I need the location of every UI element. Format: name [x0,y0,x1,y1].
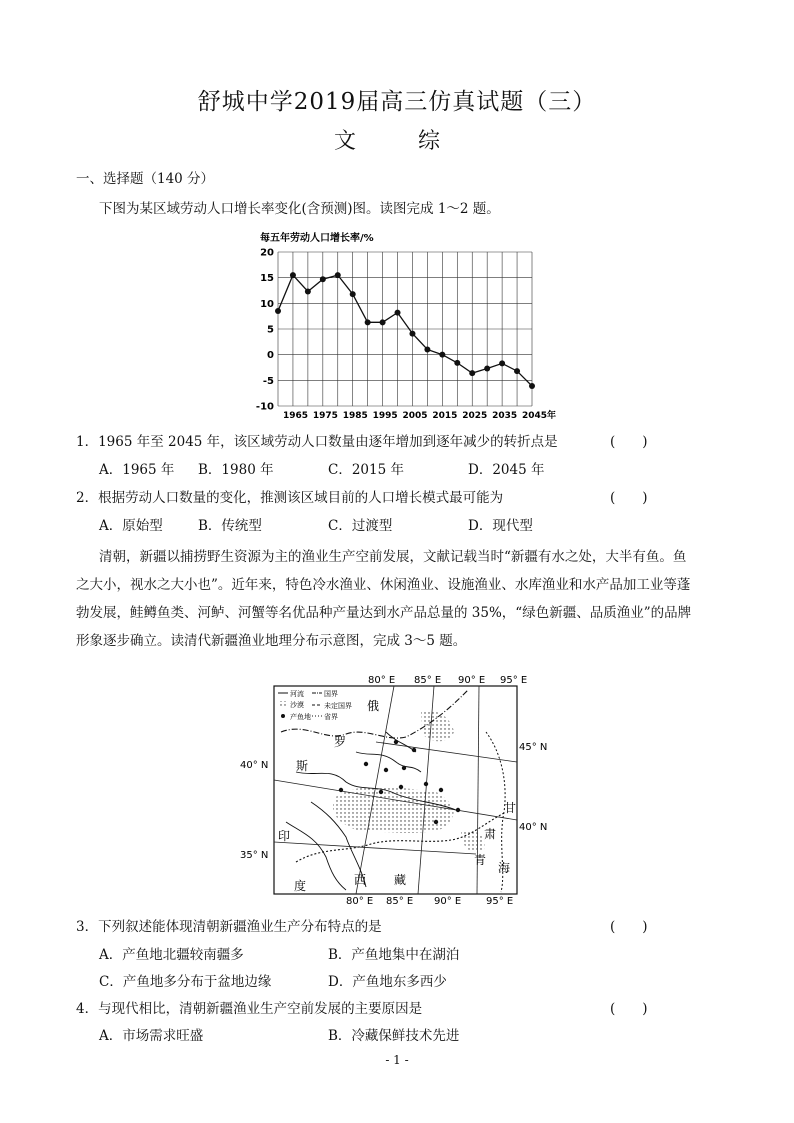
q2-option-d: D．现代型 [468,518,533,534]
svg-text:斯: 斯 [296,759,309,773]
section-heading: 一、选择题（140 分） [76,171,215,187]
y-tick-label: -10 [255,401,274,413]
y-tick-label: 10 [260,298,274,310]
svg-text:甘: 甘 [504,801,517,815]
svg-text:印: 印 [278,829,291,843]
svg-text:40° N: 40° N [519,822,548,833]
data-point [365,319,371,325]
svg-text:95° E: 95° E [500,675,528,686]
q3-option-d: D．产鱼地东多西少 [328,974,447,990]
taklamakan-desert [333,787,453,833]
x-tick-label: 2045年 [522,411,557,421]
data-point [484,366,490,372]
data-point [529,383,535,389]
svg-text:90° E: 90° E [434,896,462,906]
q1-option-b: B．1980 年 [198,462,274,478]
data-points [275,272,535,389]
data-point [469,370,475,376]
q4-option-a: A．市场需求旺盛 [99,1028,204,1044]
data-point [335,272,341,278]
legend-river: 河流 [290,690,304,698]
y-tick-label: -5 [262,375,274,387]
passage-line-1: 清朝，新疆以捕捞野生资源为主的渔业生产空前发展，文献记载当时“新疆有水之处，大半有鱼。鱼 [99,549,687,565]
data-point [290,272,296,278]
legend-undetermined-border: 未定国界 [324,702,352,710]
y-tick-label: 5 [267,324,274,336]
y-tick-label: 0 [267,350,274,362]
svg-text:罗: 罗 [334,735,347,749]
svg-text:西: 西 [354,873,367,887]
question-1-answer-slot: ( ) [610,434,648,450]
svg-text:青: 青 [474,853,487,867]
data-point [350,291,356,297]
data-point [380,319,386,325]
y-tick-label: 15 [260,273,274,285]
page-subtitle: 文 综 [333,129,460,154]
x-tick-label: 1965 [282,411,309,421]
passage-line-2: 之大小，视水之大小也”。近年来，特色冷水渔业、休闲渔业、设施渔业、水库渔业和水产品加工业等蓬 [76,577,691,593]
svg-text:95° E: 95° E [486,896,514,906]
xinjiang-fishery-map [236,672,556,906]
q1-option-a: A．1965 年 [99,462,175,478]
chart-intro: 下图为某区域劳动人口增长率变化(含预测)图。读图完成 1～2 题。 [99,201,500,217]
passage-line-4: 形象逐步确立。读清代新疆渔业地理分布示意图，完成 3～5 题。 [76,633,467,649]
data-point [395,310,401,316]
y-tick-labels [256,248,274,413]
series-line [278,275,532,386]
legend-provincial-border: 省界 [324,713,338,721]
svg-text:35° N: 35° N [240,850,269,861]
data-point [514,368,520,374]
question-4-answer-slot: ( ) [610,1001,648,1017]
question-4-stem: 4．与现代相比，清朝新疆渔业生产空前发展的主要原因是 [76,1001,423,1017]
question-1-stem: 1．1965 年至 2045 年，该区域劳动人口数量由逐年增加到逐年减少的转折点是 [76,434,558,450]
q3-option-b: B．产鱼地集中在湖泊 [328,947,460,963]
chart-title: 每五年劳动人口增长率/% [260,233,374,244]
svg-text:90° E: 90° E [458,675,486,686]
svg-text:藏: 藏 [394,873,407,887]
data-point [424,347,430,353]
x-tick-label: 2035 [492,411,518,421]
legend-fish-site: 产鱼地 [290,713,311,721]
page-number: - 1 - [385,1053,409,1067]
q1-option-d: D．2045 年 [468,462,545,478]
x-tick-label: 2005 [402,411,428,421]
data-point [275,308,281,314]
q2-option-c: C．过渡型 [328,518,393,534]
q3-option-a: A．产鱼地北疆较南疆多 [99,947,244,963]
q2-option-b: B．传统型 [198,518,262,534]
svg-text:肃: 肃 [484,827,497,841]
x-tick-label: 1995 [372,411,398,421]
chart-grid [278,252,532,406]
svg-text:海: 海 [498,861,511,875]
growth-rate-chart [240,226,560,422]
x-tick-label: 2015 [432,411,458,421]
svg-text:40° N: 40° N [240,760,269,771]
data-point [320,276,326,282]
svg-text:45° N: 45° N [519,742,548,753]
q4-option-b: B．冷藏保鲜技术先进 [328,1028,460,1044]
q2-option-a: A．原始型 [99,518,163,534]
data-point [499,360,505,366]
data-point [305,289,311,295]
x-tick-labels [283,409,556,421]
svg-text:度: 度 [294,879,307,893]
q1-option-c: C．2015 年 [328,462,404,478]
question-3-answer-slot: ( ) [610,919,648,935]
x-tick-label: 1985 [342,411,368,421]
question-3-stem: 3．下列叙述能体现清朝新疆渔业生产分布特点的是 [76,919,382,935]
data-point [409,331,415,337]
question-2-stem: 2．根据劳动人口数量的变化，推测该区域目前的人口增长模式最可能为 [76,490,504,506]
svg-text:85° E: 85° E [386,896,414,906]
legend-desert: 沙漠 [290,701,304,709]
q3-option-c: C．产鱼地多分布于盆地边缘 [99,974,272,990]
svg-text:80° E: 80° E [368,675,396,686]
data-point [439,352,445,358]
data-point [454,360,460,366]
svg-text:85° E: 85° E [414,675,442,686]
x-tick-label: 2025 [462,411,488,421]
svg-text:80° E: 80° E [346,896,374,906]
y-tick-label: 20 [260,247,274,259]
x-tick-label: 1975 [312,411,338,421]
passage-line-3: 勃发展，鲑鳟鱼类、河鲈、河蟹等名优品种产量达到水产品总量的 35%，“绿色新疆、品质渔业”的品牌 [76,605,692,621]
legend-national-border: 国界 [324,690,338,698]
svg-text:俄: 俄 [367,699,380,713]
question-2-answer-slot: ( ) [610,490,648,506]
page-title: 舒城中学2019届高三仿真试题（三） [197,89,597,115]
